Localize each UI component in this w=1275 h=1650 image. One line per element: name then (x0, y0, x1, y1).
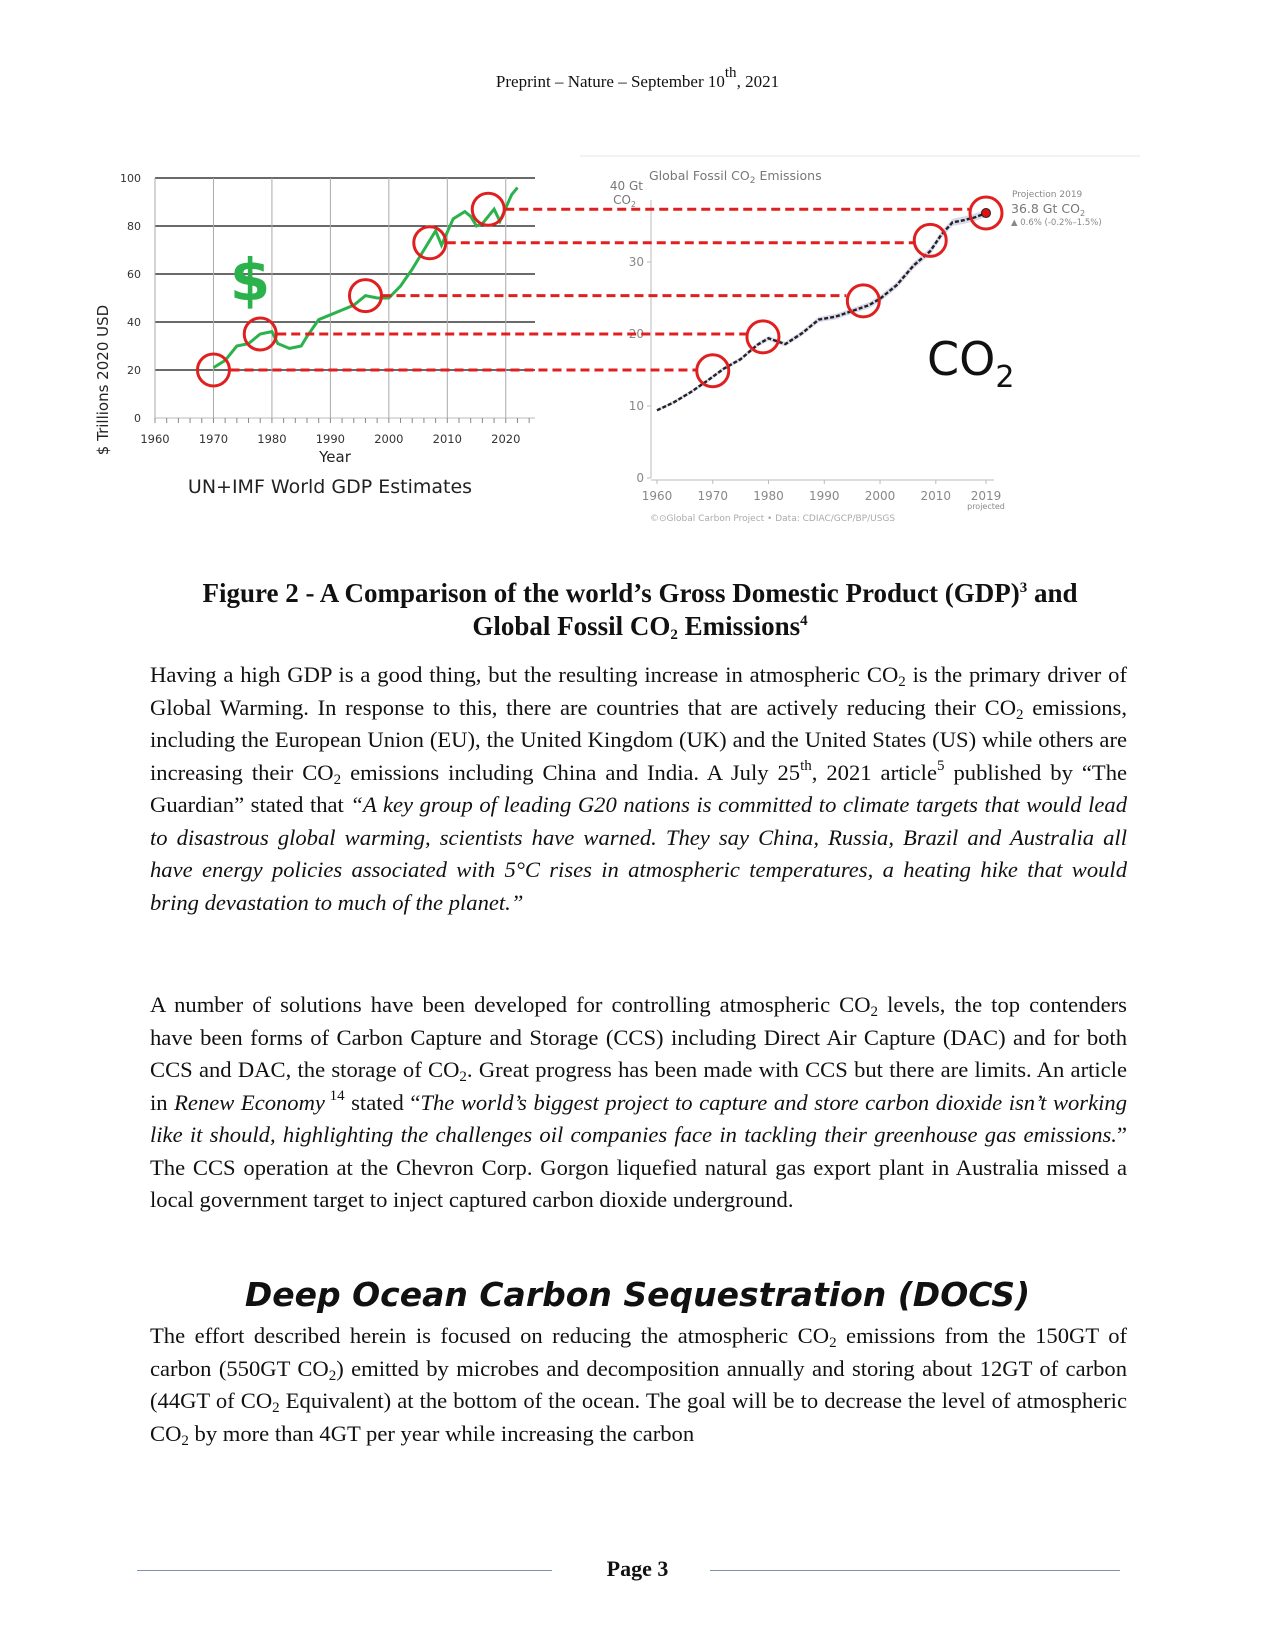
gdp-x-tick-label: 2010 (432, 432, 462, 446)
gdp-chart-caption: UN+IMF World GDP Estimates (187, 476, 473, 498)
co2-x-tick-label: 1980 (753, 489, 784, 503)
co2-x-tick-label: 2000 (864, 489, 896, 503)
co2-x-tick-label: 1960 (641, 489, 673, 503)
page-number: Page 3 (606, 1556, 669, 1581)
gdp-x-tick-label: 2020 (491, 432, 521, 446)
figure-2-charts (94, 160, 1200, 560)
gdp-y-tick-label: 100 (120, 172, 141, 185)
highlight-circles (197, 193, 1002, 387)
renew-economy-source: Renew Economy (174, 1089, 325, 1115)
figure-2 (94, 160, 1200, 560)
projection-value: 36.8 Gt $CO_2$ (1011, 201, 1086, 218)
projection-change: ▲ 0.6% (-0.2%–1.5%) (1011, 218, 1102, 228)
paragraph-ccs: A number of solutions have been developed for controlling atmospheric $CO_2$ levels, the top contenders have been forms of Carbon Capture and Storage (CCS) including Direct Air Capture (DAC) and for both CCS and DAC, the storage of $CO_2$. Great progress has been made with CCS but there are limits. An article in Renew Economy $^{14}$ stated “The world’s biggest project to capture and store carbon dioxide isn’t working like it should, highlighting the challenges oil companies face in tackling their greenhouse gas emissions.” The CCS operation at the Chevron Corp. Gorgon liquefied natural gas export plant in Australia missed a local government target to inject captured carbon dioxide underground. (150, 992, 1127, 1212)
co2-x-ticks (642, 480, 1002, 503)
gdp-y-axis-label: $ Trillions 2020 USD (94, 304, 112, 456)
projection-2019-dot (982, 209, 991, 218)
co2-y-tick-label: 20 (628, 327, 644, 341)
co2-y-unit-top: 40 Gt (609, 179, 643, 193)
gdp-highlight-circle (472, 193, 504, 225)
section-heading-docs: Deep Ocean Carbon Sequestration (DOCS) (244, 1275, 1031, 1314)
co2-chart-credit: ©⊙Global Carbon Project • Data: CDIAC/GCP/BP/USGS (650, 514, 896, 524)
co2-chart (580, 156, 1140, 524)
gdp-chart (94, 172, 535, 498)
co2-chart-title: Global Fossil $CO_2$ Emissions (649, 168, 822, 186)
renew-economy-quote: The world’s biggest project to capture and store carbon dioxide isn’t working like it should, highlighting the challenges oil companies face in tackling their greenhouse gas emissions. (150, 1089, 1127, 1147)
gdp-x-tick-label: 1960 (140, 432, 170, 446)
gdp-y-tick-label: 40 (127, 316, 141, 329)
footer-rule-right (710, 1570, 1120, 1571)
dollar-icon: $ (229, 246, 271, 314)
page-header: Preprint – Nature – September 10th, 2021 (495, 65, 780, 91)
gdp-y-tick-label: 60 (127, 268, 141, 281)
co2-y-tick-label: 10 (628, 399, 644, 413)
guardian-quote: “A key group of leading G20 nations is committed to climate targets that would lead to disastrous global warming, scientists have warned. They say China, Russia, Brazil and Australia all have energy policies associated with 5°C rises in atmospheric temperatures, a heating hike that would bring devastation to much of the planet.” (150, 792, 1127, 915)
co2-x-tick-label: 2019 (970, 489, 1002, 503)
co2-y-tick-label: 30 (628, 255, 644, 269)
paragraph-docs: The effort described herein is focused on reducing the atmospheric $CO_2$ emissions from the 150GT of carbon (550GT $CO_2$) emitted by microbes and decomposition annually and storing about 12GT of carbon (44GT of $CO_2$ Equivalent) at the bottom of the ocean. The goal will be to decrease the level of atmospheric $CO_2$ by more than 4GT per year while increasing the carbon (150, 1323, 1128, 1449)
co2-x-tick-label: 1990 (809, 489, 840, 503)
gdp-x-ticks (140, 432, 520, 446)
paragraph-gdp-emissions: Having a high GDP is a good thing, but the resulting increase in atmospheric $CO_2$ is the primary driver of Global Warming. In response to this, there are countries that are actively reducing their $CO_2$ emissions, including the European Union (EU), the United Kingdom (UK) and the United States (US) while others are increasing their $CO_2$ emissions including China and India. A July 25th, 2021 article$^5$ published by “The Guardian” stated that “A key group of leading G20 nations is committed to climate targets that would lead to disastrous global warming, scientists have warned. They say China, Russia, Brazil and Australia all have energy policies associated with 5°C rises in atmospheric temperatures, a heating hike that would bring devastation to much of the planet.” (150, 662, 1128, 915)
gdp-y-ticks (120, 172, 141, 425)
co2-highlight-circle (697, 355, 729, 387)
co2-x-tick-label: 2010 (920, 489, 952, 503)
gdp-x-tick-label: 1970 (198, 432, 229, 446)
co2-y-tick-label: 0 (636, 471, 644, 485)
gdp-x-tick-label: 1990 (315, 432, 346, 446)
gdp-x-tick-label: 2000 (374, 432, 404, 446)
gdp-x-axis-label: Year (319, 448, 351, 466)
gdp-y-tick-label: 20 (127, 364, 141, 377)
projection-label: Projection 2019 (1012, 190, 1083, 200)
gdp-x-tick-label: 1980 (257, 432, 287, 446)
co2-highlight-circle (747, 321, 779, 353)
co2-label: $CO_2$ (927, 332, 1015, 395)
gdp-y-tick-label: 0 (134, 412, 141, 425)
figure-caption: Figure 2 - A Comparison of the world’s Gross Domestic Product (GDP)$^3$ and Global Fossil $CO_2$ Emissions$^4$ (202, 578, 1078, 643)
co2-x-tick-label: 1970 (697, 489, 729, 503)
co2-y-unit-bottom: $CO_2$ (613, 193, 636, 209)
comparison-connectors (230, 209, 969, 370)
gdp-y-tick-label: 80 (127, 220, 141, 233)
projected-tick-note: projected (967, 502, 1005, 511)
